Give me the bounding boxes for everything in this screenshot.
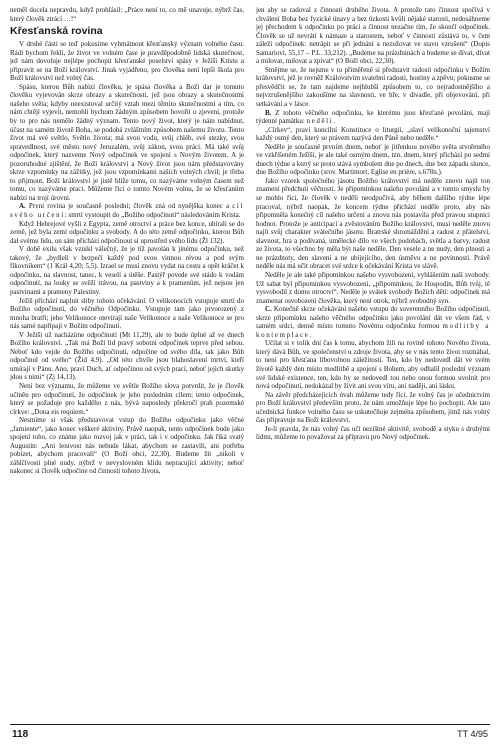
left-column (10, 6, 244, 718)
point-letter: C. (265, 305, 272, 314)
paragraph: Na závěr předcházejících úvah můžeme tedy říci, že volný čas je učednictvím pro Boží království především proto, že nám umožňuje lépe ho pochopit. Ale tato učednická funkce volného času se uskutečňuje zejména způsobem, jímž nás volný čas připravuje na Boží království. (256, 390, 490, 425)
paragraph-text: . (309, 330, 312, 339)
paragraph-text: : smrtí vystoupit do „Božího odpočinutí“ následováním Krista. (64, 211, 241, 220)
paragraph: Ježíš přichází naplnit sliby tohoto očekávání. O velikonocích vstupuje smrtí do Božího odpočinutí, do věčného Odpočinku. Vstupuje tam jako prvorozený z mnoha bratří; jeho Velikonoce otevírají naše Velikonoce a naše Velikonoce se pro nás samé napřípají v Božím odpočinutí. (10, 296, 244, 331)
paragraph (256, 305, 490, 339)
paragraph: V době exilu však vznikl válečný, že je tíž pavolán k jinému odpočinku, než takový, že „bydleli v bezpečí každý pod svou vinnou révou a pod svým fíkovníkem“ (1 Král 4,20; 5,5). Izrael se musí znovu vydat na cestu a opět kráčet k odpočinku, na slavnost, tanec, k veselí a útěše. Pastýř povede své stádo k vodám odpočinutí, na louky se svěží trávou, na pastviny a k pramenům, jež nejsou jen pastvinami a prameny Palestiny. (10, 245, 244, 296)
paragraph: Učilat si v tolik dní čas k tomu, abychom žili na rovině tohoto Nového života, který dává Bůh, ve společenství u zdroje života, aby se v nás tento život rozmáhal, to není pro křesťana libovolnou záležitostí. Ten, kdo by nedovedl dát ve svém životě každý den místo modlitbě a spojení s Bohem, aby odhalil poslední význam své lidské existence, ten, kdo by se nedovedl tou nebo onou formou uvolnit pro nová odpočinutí, nedokázal by žívit ani svou víru, ani naději, ani lásku. (256, 339, 490, 391)
journal-reference: TT 4/95 (457, 729, 488, 739)
paragraph (10, 202, 244, 219)
paragraph: V druhé části se teď pokusíme vyhmátnout křesťanský význam volného času. Rádi bychom řekli, že život ve volném čase je pravděpodobně lidská skutečnost, jež nám dovoluje nejlépe pochopit křesťanské poselství spásy v Ježíši Kristu a připravit se na Boží království. Jinak vyjádřeno, pro člověka není lepší škola pro Boží království než volný čas. (10, 40, 244, 83)
paragraph: jen aby se radoval z činnosti druhého života. A protože tato činnost spočívá v chválení Boha bez fyzické únavy a bez úzkosti kvůli nějaké starosti, nedosáhneme jej přechodem k odpočinku po práci a činnost nezačne tím, že skončí odpočinek. Člověk se už nevrátí k námaze a starostem, neboť v činnosti zůstává to, v čem záleží odpočinek: netrápit se při jednání a nezužovat ve stavu vzrušení“ (Dopis Samariovi, 55,17 – P.L. 33,212). „Budeme na prázdninách a budeme se dívat, dívat a milovat, milovat a zpívat“ (O Boží obci, 22,30). (256, 6, 490, 66)
emphasized-text: cíl svého určení (10, 202, 244, 220)
paragraph: „Církev“, praví koncilní Konstituce o liturgii, „slaví velikonoční tajemství každý osmý den, který se právem nazývá den Páně nebo neděle.“ (256, 125, 490, 143)
paragraph-text: . (333, 117, 336, 126)
paragraph: Smějme se, že nejsme v to přiměřeně si představit radosti odpočinku v Božím království, jež je rovněž Královstvím svatební radosti, hostiny a zpěvu; pokusme se přesvědčit se, že tam najdeme nejhlubší způsobem to, co nejradostnějšího a nejvzrušenějšího zakoušíme na slavnosti, ve hře, v divadle, při objevování, při setkávání a v lásce. (256, 65, 490, 109)
paragraph: neměl docela nepravdu, když prohlásil: „Práce není to, co mě unavuje, nýbrž čas, který člověk ztrácí …!“ (10, 6, 244, 23)
point-letter: B. (265, 108, 272, 117)
paragraph: Neděle je současně prvním dnem, neboť je jitřenkou nového světa stvořeného ve vzkříšeném Ježíši, je ale také osmým dnem, tzn. dnem, který přichází po sedmi dnech týdne a který se proto stává symbolem dne po dnech, dne bez západu slunce, dne Božího odpočinku (srov. Martimort, Eglise en prière, s.678n.). (256, 142, 490, 177)
point-letter: A. (19, 202, 26, 211)
paragraph: Jako vzorek společného jásotu Božího království má neděle znovu najít ton znamení předchutí věčnosti. Je připomínkou našeho povolání a v tomto smyslu by se mohlo říci, že člověk v neděli neodpočívá, aby během dalšího týdne lépe pracoval, nýbrž naopak, že koncem týdne přichází neděle proto, aby nás připomněla konečný cíl našeho určení a znovu nás postavila před pravou stupnici hodnot. Protože je anticipací a zvěstováním Božího království, musí neděle znovu najít svůj charakter svátečního jásotu. Bratrské shromáždění a radost z přátelství, slavnost, hra a podívaná, umělecké dílo ve všech podobách, světla a barvy, radost ze života, to všechno by měla být naše neděle. Den vesele a ne nudy, den plnosti a ne prázdnoty, den slavení a ne ubíjejícího, den úsměvu a ne povinnosti. Právě neděle nás má učit obracet své srdce k očekávání Krista ve slávě. (256, 176, 490, 271)
text-columns (10, 6, 490, 718)
paragraph: V Ježíši už nacházíme odpočinutí (Mt 11,29), ale to bude úplné až ve dnech Božího království. „Tak má Boží lid pravý sobotní odpočinek teprve před sebou. Neboť kdo vejde do Božího odpočinutí, odpočine od svého díla, tak jako Bůh odpočinul od svého“ (Žid 4,9). „Od této chvíle jsou blahoslavení mrtví, kteří umírají v Pánu. Ano, praví Duch, ať odpočinou od svých prací, neboť jejich skutky jdou s nimi“ (Zj 14,13). (10, 330, 244, 382)
paragraph: Spásu, kterou Bůh nabízí člověku, je spása člověka a Boží dar je tomuto člověku vyjevován skrze obrazy a skutečnosti, jež jsou obrazy a skutečnostmi našeho světa; kdyby neexistoval určitý vztah mezi těmito skutečnostmi a tím, co nám chtějí vyjevit, nemohli bychom žádným způsobem hovořit o zjevení, protože by to pro nás nemělo žádný význam. Tento nový život, který je nám nabídnut, účast na samém životě Boha, se podobá zvláštním způsobem našemu životu. Tento život má své světlo, Světlo života; má svou vodu, svůj chléb, své stezky, svou spravedlnost, své město nový Jeruzalém, svůj zákon, svou práci. Má také svůj odpočinek, který nazveme Nový odpočinek ve spojení s Novým životem. A je pozoruhodné zjištění, že Boží království a Nový život jsou nám představovány skrze vzpomínky na zážitky, jež jsou vzpomínkami našich volných chvil; je třeba to přijmout, Boží království je jistě blíže tomu, co nazýváme volným časem než tomu, co nazýváme prací. Můžeme říci o tomto Novém volnu, že se křesťanům nabízí na trojí úrovni. (10, 82, 244, 202)
paragraph: Když Hebrejové vyšli z Egypta, země otroctví a práce bez konce, ubírali se do země, jež byla zemí odpočinku a svobody. A do této země odpočinku, kterou Bůh dal svému lidu, on sám přichází odpočinout si uprostřed svého lidu (Žl 132). (10, 219, 244, 245)
section-heading: Křesťanská rovina (10, 25, 103, 38)
emphasized-text: neděli (306, 117, 334, 126)
right-column (256, 6, 490, 718)
paragraph (256, 109, 490, 126)
paragraph-text: První rovina je současně poslední; člověk zná od nynějška konec a (25, 202, 233, 211)
page-number: 118 (12, 729, 29, 740)
footer-rule (10, 724, 490, 725)
paragraph-text: Z tohoto věčného odpočinku, ke kterému jsou křesťané povoláni, mají týdenní památku: (256, 108, 490, 126)
paragraph: Není bez významu, že můžeme ve světle Božího slova potvrdit, že je člověk učiněn pro odpočinutí, že odpočinek je jeho posledním cílem; tento odpočinek, který se požaduje pro každého z nás, bývá naposledy překročí prah pozemské církve: „Dona eis requiem.“ (10, 381, 244, 416)
emphasized-text: modlitby a kontemplace (256, 322, 490, 339)
paragraph: Je-li pravda, že nás volný čas učí nezištné aktivitě, svobodě a styku s druhými lidmi, můžeme to považovat za přípravu pro Nový odpočinek. (256, 424, 490, 442)
paragraph: Nesmíme si však představovat vstup do Božího odpočinku jako věčné „farniente“, jako konec veškeré aktivity. Právě naopak, tento odpočinek bude jako spojení toho, co známe jako rozvoj jak v práci, tak i v odpočinku. Jak říká svatý Augustin: „Ani lenivost nás nebude lákat, abychom se zastavili, ani potřeba pobízet, abychom pracovali“ (O Boží obci, 22,30). Budeme žít „nikoli v záhlčívosti plné nudy, nýbrž v nevyslovném klidu nepracující aktivity; neboť nakonec si člověk odpočine od činnosti tohoto života, (10, 416, 244, 476)
paragraph: Neděle je ale také připomínkou našeho vysvobození, vyhlášením naší svobody. Už sabat byl připomínkou vysvobození, „připomínkou, že Hospodin, Bůh tvůj, tě vysvobodil z domu otroctví“. Neděle je svátek svobody Božích dětí: odpočinek má znamenat osvobození člověka, který není otrok, nýbrž svobodný syn. (256, 270, 490, 305)
paragraph-text: Konečně skrze očekávání našeho vstupu do suverenního Božího odpočinutí, skrze připomínku našeho věčného odpočinku jako povolání dát ve všem řád, v samém srdci, denně místo tomuto Novému odpočinku formou (256, 305, 490, 331)
